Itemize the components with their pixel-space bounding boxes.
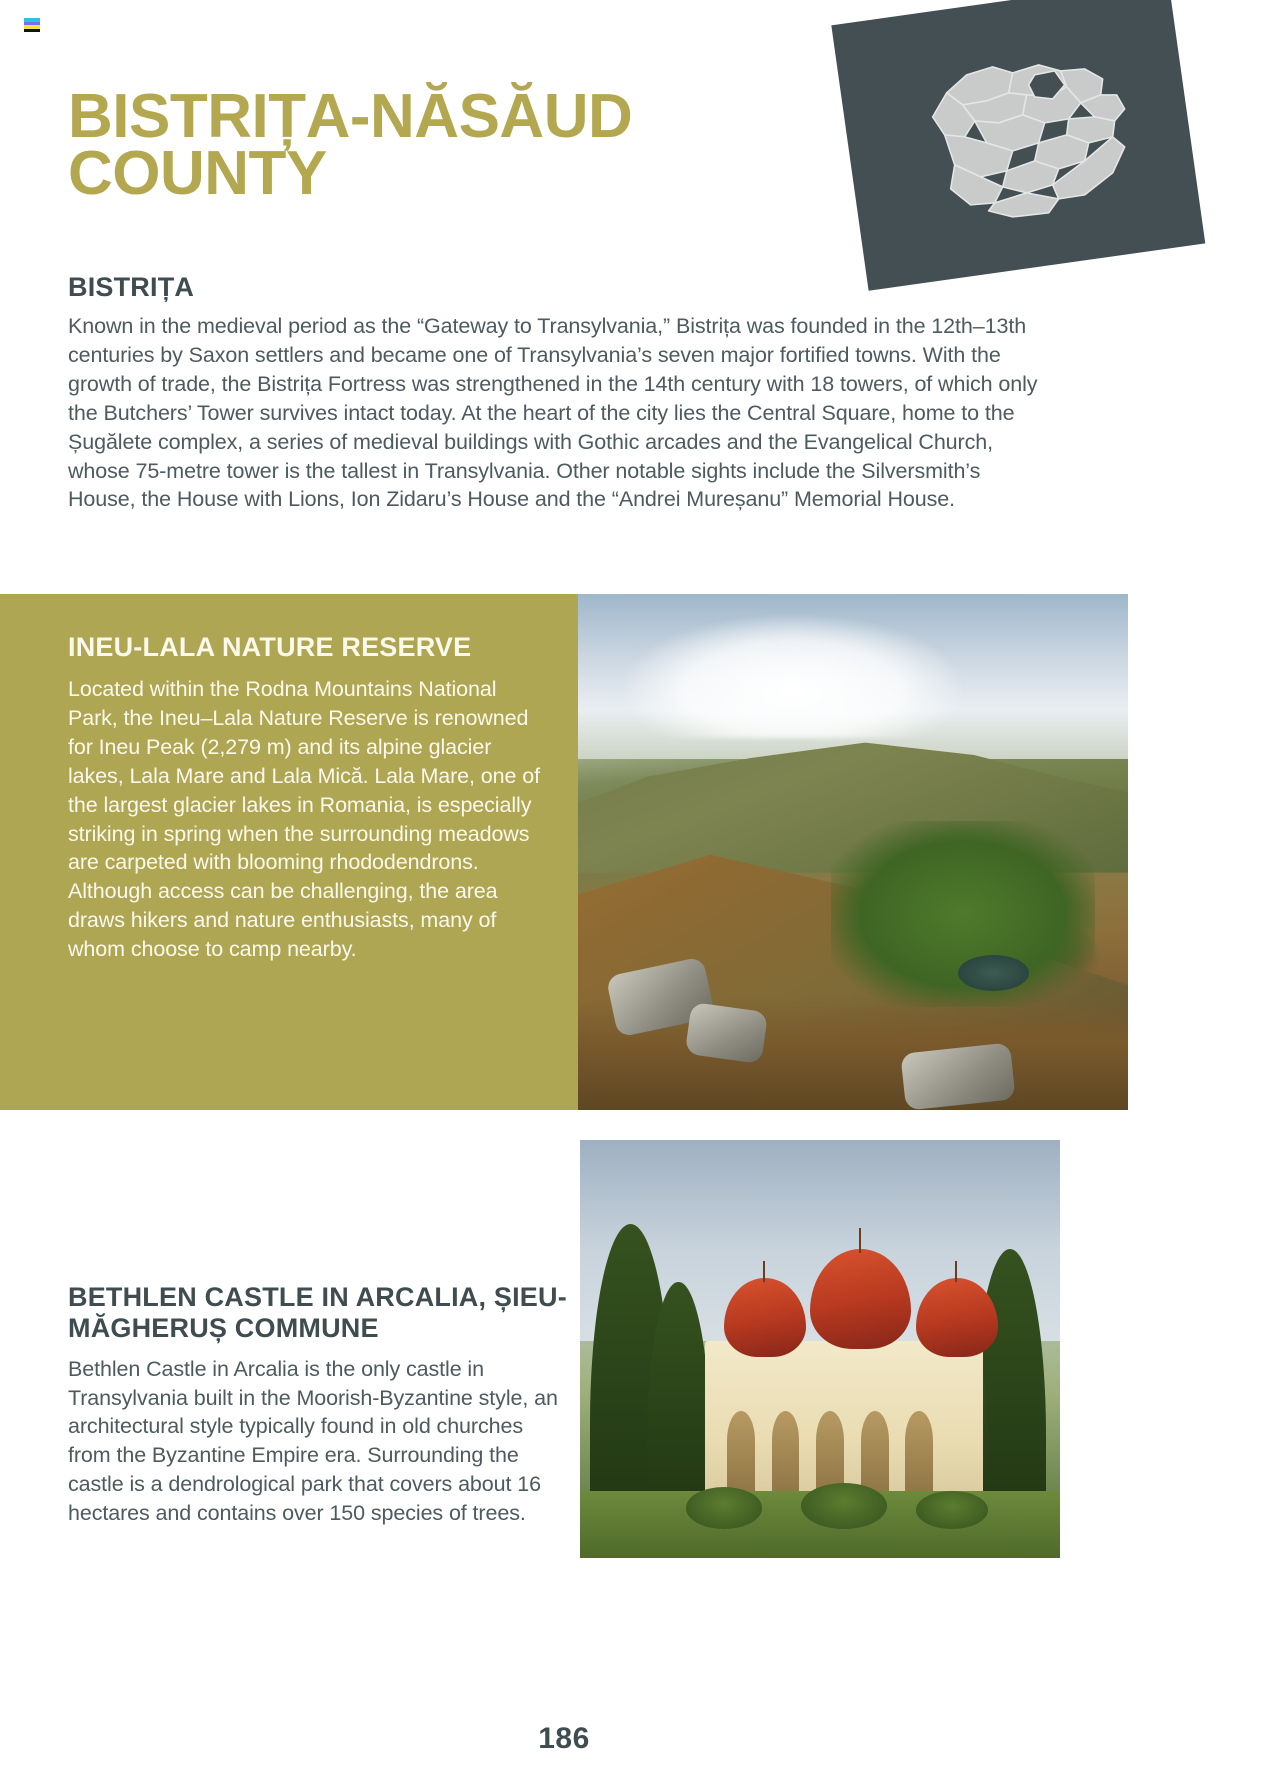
castle-spire: [859, 1228, 861, 1253]
castle-spire: [763, 1261, 765, 1282]
castle-arch: [772, 1411, 800, 1498]
page-title-line1: BISTRIȚA-NĂSĂUD: [68, 82, 633, 151]
photo-glacier-lake: [958, 955, 1030, 991]
castle-photo-hedge: [686, 1487, 763, 1529]
photo-rock: [900, 1042, 1015, 1110]
header-banner: [831, 0, 1205, 291]
cmyk-bar-black: [24, 29, 40, 33]
section-ineu-lala: [0, 594, 1128, 1110]
section-bistrita-body: Known in the medieval period as the “Gateway to Transylvania,” Bistrița was founded in the 12th–13th centuries by Saxon settlers and became one of Transylvania’s seven major fortified towns. With the growth of trade, the Bistrița Fortress was strengthened in the 14th century with 18 towers, of which only the Butchers’ Tower survives intact today. At the heart of the city lies the Central Square, home to the Șugălete complex, a series of medieval buildings with Gothic arcades and the Evangelical Church, whose 75-metre tower is the tallest in Transylvania. Other notable sights include the Silversmith’s House, the House with Lions, Ion Zidaru’s House and the “Andrei Mureșanu” Memorial House.: [68, 314, 1038, 512]
section-ineu-lala-body: Located within the Rodna Mountains National Park, the Ineu–Lala Nature Reserve is renowned for Ineu Peak (2,279 m) and its alpine glacier lakes, Lala Mare and Lala Mică. Lala Mare, one of the largest glacier lakes in Romania, is especially striking in spring when the surrounding meadows are carpeted with blooming rhododendrons. Although access can be challenging, the area draws hikers and nature enthusiasts, many of whom choose to camp nearby.: [68, 677, 540, 962]
castle-spire: [955, 1261, 957, 1282]
ineu-lala-photo: [578, 594, 1128, 1110]
photo-cloud: [622, 615, 963, 739]
castle-photo-hedge: [916, 1491, 988, 1529]
photo-rock: [685, 1002, 768, 1064]
castle-arch: [905, 1411, 933, 1498]
section-ineu-lala-heading: INEU-LALA NATURE RESERVE: [68, 632, 472, 662]
section-ineu-lala-text: [0, 594, 578, 1110]
bethlen-castle-photo: [580, 1140, 1060, 1558]
section-bistrita-heading: BISTRIȚA: [68, 272, 195, 302]
page-title-line2: COUNTY: [68, 139, 327, 209]
section-bethlen-heading: BETHLEN CASTLE IN ARCALIA, ȘIEU-MĂGHERUȘ COMMUNE: [68, 1282, 567, 1344]
section-bethlen-castle: [68, 1282, 568, 1528]
romania-counties-map-icon: [889, 23, 1139, 223]
cmyk-registration-mark: [24, 18, 40, 32]
mountain-landscape-image: [578, 594, 1128, 1110]
castle-photo-hedge: [801, 1483, 887, 1529]
page-title: [68, 82, 788, 209]
section-bethlen-body: Bethlen Castle in Arcalia is the only castle in Transylvania built in the Moorish-Byzantine style, an architectural style typically found in old churches from the Byzantine Empire era. Surrounding the castle is a dendrological park that covers about 16 hectares and contains over 150 species of trees.: [68, 1356, 558, 1526]
page-number: 186: [538, 1722, 590, 1755]
section-bistrita: [68, 272, 1050, 514]
castle-arch: [861, 1411, 889, 1498]
castle-arch: [727, 1411, 755, 1498]
